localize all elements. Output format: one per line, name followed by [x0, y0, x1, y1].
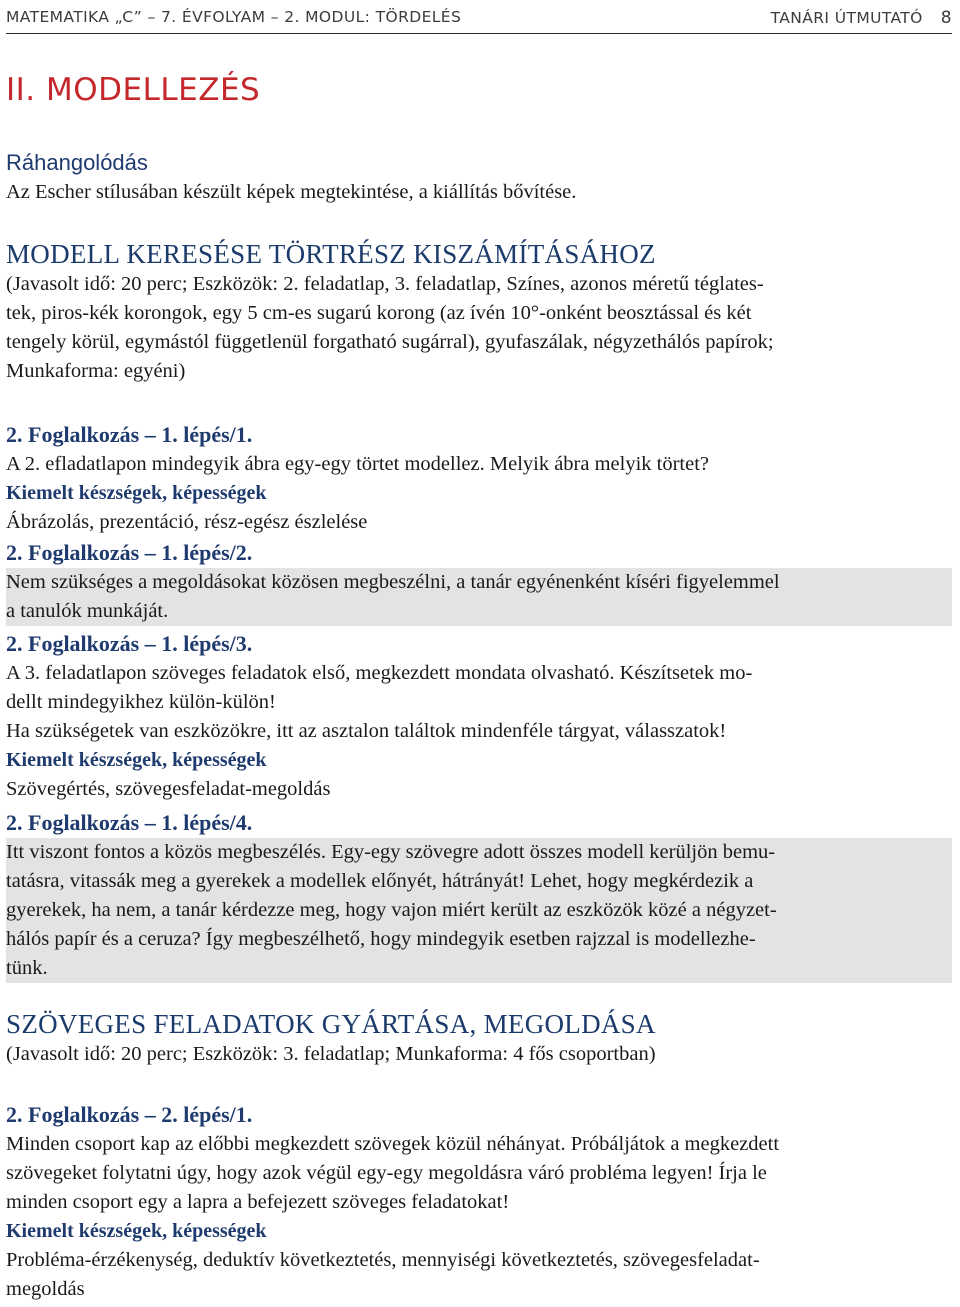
page-header: [6, 5, 952, 34]
step4-line: hálós papír és a ceruza? Így megbeszélhető, hogy mindegyik esetben rajzzal is modellezhe-: [6, 928, 756, 950]
page-number: 8: [940, 8, 952, 28]
step5-line: szövegeket folytatni úgy, hogy azok végül egy-egy megoldásra váró probléma legyen! Írja le: [6, 1162, 767, 1184]
step2-block: [6, 538, 952, 626]
step5-block: [6, 1100, 952, 1304]
header-right: [771, 8, 952, 28]
step1-heading: 2. Foglalkozás – 1. lépés/1.: [6, 422, 253, 447]
step5-skills-line: megoldás: [6, 1278, 85, 1300]
header-guide-label: TANÁRI ÚTMUTATÓ: [770, 9, 923, 27]
section1-line: tek, piros-kék korongok, egy 5 cm-es sugarú korong (az ívén 10°-onként beosztással és két: [6, 302, 752, 324]
step5-line: minden csoport egy a lapra a befejezett szöveges feladatokat!: [6, 1191, 510, 1213]
step1-skills-heading: Kiemelt készségek, képességek: [6, 482, 267, 504]
step5-skills-line: Probléma-érzékenység, deduktív következtetés, mennyiségi következtetés, szövegesfeladat-: [6, 1249, 760, 1271]
warmup-block: [6, 148, 952, 207]
warmup-text: Az Escher stílusában készült képek megtekintése, a kiállítás bővítése.: [6, 181, 577, 203]
step5-skills-heading: Kiemelt készségek, képességek: [6, 1220, 267, 1242]
step2-line: Nem szükséges a megoldásokat közösen megbeszélni, a tanár egyénenként kíséri figyelemmel: [6, 571, 780, 593]
step3-skills: Szövegértés, szövegesfeladat-megoldás: [6, 778, 331, 800]
step2-note-box: [6, 568, 952, 626]
step4-heading: 2. Foglalkozás – 1. lépés/4.: [6, 810, 253, 835]
header-course-title: MATEMATIKA „C” – 7. ÉVFOLYAM – 2. MODUL: TÖRDELÉS: [6, 8, 462, 26]
step3-heading: 2. Foglalkozás – 1. lépés/3.: [6, 631, 253, 656]
section2-block: [6, 1008, 952, 1069]
section1-line: tengely körül, egymástól függetlenül forgatható sugárral), gyufaszálak, négyzethálós papírok;: [6, 331, 774, 353]
step4-line: tatásra, vitassák meg a gyerekek a modellek előnyét, hátrányát! Lehet, hogy megkérdezik a: [6, 870, 754, 892]
step4-line: Itt viszont fontos a közös megbeszélés. Egy-egy szövegre adott összes modell kerüljön bemu-: [6, 841, 776, 863]
step4-line: gyerekek, ha nem, a tanár kérdezze meg, hogy vajon miért került az eszközök közé a négyzet-: [6, 899, 777, 921]
step1-block: [6, 420, 952, 537]
step4-note-box: [6, 838, 952, 983]
step4-line: tünk.: [6, 957, 48, 979]
step5-line: Minden csoport kap az előbbi megkezdett szövegek közül néhányat. Próbáljátok a megkezdett: [6, 1133, 780, 1155]
step3-line: dellt mindegyikhez külön-külön!: [6, 691, 276, 713]
step3-line: A 3. feladatlapon szöveges feladatok első, megkezdett mondata olvasható. Készítsetek mo-: [6, 662, 753, 684]
chapter-title: II. MODELLEZÉS: [6, 72, 261, 108]
step2-line: a tanulók munkáját.: [6, 600, 169, 622]
section2-heading: SZÖVEGES FELADATOK GYÁRTÁSA, MEGOLDÁSA: [6, 1009, 656, 1039]
step3-line: Ha szükségetek van eszközökre, itt az asztalon találtok mindenféle tárgyat, válasszatok!: [6, 720, 727, 742]
step5-heading: 2. Foglalkozás – 2. lépés/1.: [6, 1102, 253, 1127]
step3-skills-heading: Kiemelt készségek, képességek: [6, 749, 267, 771]
step4-block: [6, 808, 952, 983]
section1-line: (Javasolt idő: 20 perc; Eszközök: 2. feladatlap, 3. feladatlap, Színes, azonos méretű téglates-: [6, 273, 764, 295]
section2-subtitle: (Javasolt idő: 20 perc; Eszközök: 3. feladatlap; Munkaforma: 4 fős csoportban): [6, 1043, 656, 1065]
warmup-heading: Ráhangolódás: [6, 150, 148, 175]
section1-block: [6, 238, 952, 386]
step1-text: A 2. efladatlapon mindegyik ábra egy-egy törtet modellez. Melyik ábra melyik törtet?: [6, 453, 710, 475]
section1-line: Munkaforma: egyéni): [6, 360, 186, 382]
section1-heading: MODELL KERESÉSE TÖRTRÉSZ KISZÁMÍTÁSÁHOZ: [6, 239, 656, 269]
step3-block: [6, 629, 952, 804]
step2-heading: 2. Foglalkozás – 1. lépés/2.: [6, 540, 253, 565]
step1-skills: Ábrázolás, prezentáció, rész-egész észlelése: [6, 511, 368, 533]
